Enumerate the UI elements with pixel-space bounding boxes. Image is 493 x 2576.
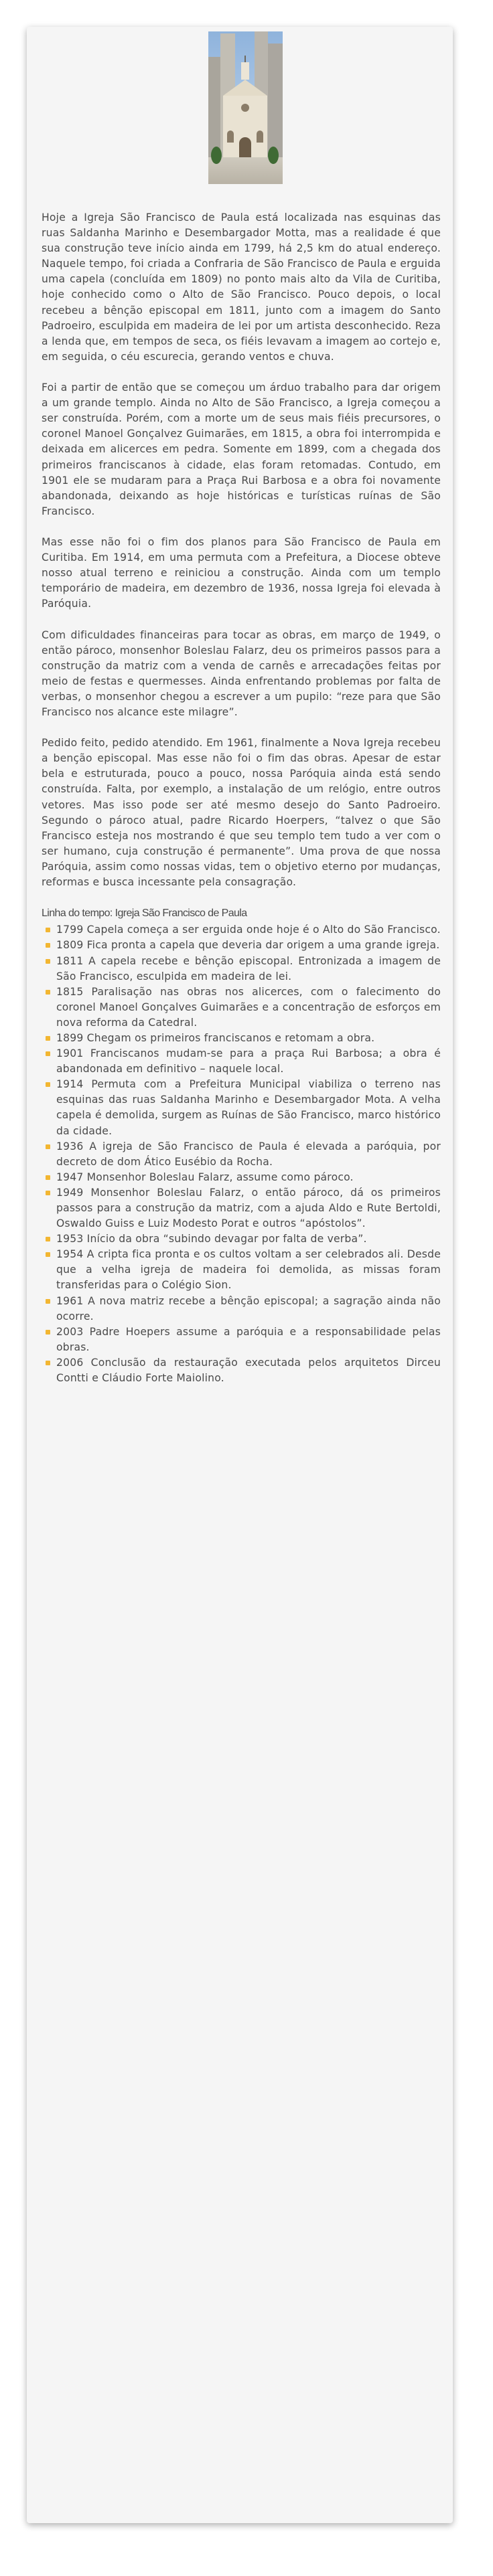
- church-window: [257, 131, 263, 143]
- timeline-item: 2006 Conclusão da restauração executada pelos arquitetos Dirceu Contti e Cláudio Forte Maiolino.: [42, 1355, 441, 1386]
- tree-icon: [211, 147, 222, 164]
- paragraph: Mas esse não foi o fim dos planos para São Francisco de Paula em Curitiba. Em 1914, em uma permuta com a Prefeitura, a Diocese obteve nosso atual terreno e reiniciou a construção. Ainda com um templo temporário de madeira, em dezembro de 1936, nossa Igreja foi elevada à Paróquia.: [42, 535, 441, 610]
- timeline-item: 2003 Padre Hoepers assume a paróquia e a responsabilidade pelas obras.: [42, 1324, 441, 1355]
- timeline-item: 1899 Chegam os primeiros franciscanos e retomam a obra.: [42, 1031, 441, 1046]
- timeline-item: 1809 Fica pronta a capela que deveria dar origem a uma grande igreja.: [42, 938, 441, 953]
- tree-icon: [268, 147, 279, 164]
- church-tower: [241, 62, 249, 80]
- timeline-item: 1914 Permuta com a Prefeitura Municipal viabiliza o terreno nas esquinas das ruas Saldanha Marinho e Desembargador Mota. A velha capela é demolida, surgem as Ruínas de São Francisco, marco histórico da cidade.: [42, 1077, 441, 1138]
- timeline-item: 1961 A nova matriz recebe a bênção episcopal; a sagração ainda não ocorre.: [42, 1294, 441, 1324]
- paragraph: Pedido feito, pedido atendido. Em 1961, finalmente a Nova Igreja recebeu a benção episcopal. Mas esse não foi o fim das obras. Apesar de estar bela e estruturada, pouco a pouco, nossa Paróquia ainda está sendo construída. Falta, por exemplo, a instalação de um relógio, entre outros vetores. Mas isso pode ser até mesmo desejo do Santo Padroeiro. Segundo o pároco atual, padre Ricardo Hoerpers, “talvez o que São Francisco esteja nos mostrando é que seu templo tem tudo a ver com o ser humano, cuja construção é permanente”. Uma prova de que nossa Paróquia, assim como nossas vidas, tem o objetivo eterno por mudanças, reformas e busca incessante pela consagração.: [42, 737, 441, 889]
- timeline-item: 1799 Capela começa a ser erguida onde hoje é o Alto do São Francisco.: [42, 922, 441, 938]
- timeline-list: [42, 922, 441, 1386]
- timeline-item: 1815 Paralisação nas obras nos alicerces, com o falecimento do coronel Manoel Gonçalves Guimarães e a concentração de esforços em nova reforma da Catedral.: [42, 984, 441, 1031]
- paragraph: Foi a partir de então que se começou um árduo trabalho para dar origem a um grande templo. Ainda no Alto de São Francisco, a Igreja começou a ser construída. Porém, com a morte um de seus mais fiéis precursores, o coronel Manoel Gonçalvez Guimarães, em 1815, a obra foi interrompida e deixada em alicerces em pedra. Somente em 1899, com a chegada dos primeiros franciscanos à cidade, elas foram retomadas. Contudo, em 1901 ele se mudaram para a Praça Rui Barbosa e a obra foi novamente abandonada, deixando as hoje históricas e turísticas ruínas de São Francisco.: [42, 381, 441, 517]
- church-window: [227, 131, 234, 143]
- timeline-title: Linha do tempo: Igreja São Francisco de Paula: [42, 908, 247, 920]
- timeline-item: 1936 A igreja de São Francisco de Paula é elevada a paróquia, por decreto de dom Ático Eusébio da Rocha.: [42, 1139, 441, 1170]
- content-panel: [27, 27, 453, 2523]
- paragraph: Hoje a Igreja São Francisco de Paula está localizada nas esquinas das ruas Saldanha Marinho e Desembargador Motta, mas a realidade é que sua construção teve início ainda em 1799, há 2,5 km do atual endereço. Naquele tempo, foi criada a Confraria de São Francisco de Paula e erguida uma capela (concluída em 1809) no ponto mais alto da Vila de Curitiba, hoje conhecido como o Alto de São Francisco. Pouco depois, o local recebeu a bênção episcopal em 1811, junto com a imagem do Santo Padroeiro, esculpida em madeira de lei por um artista desconhecido. Reza a lenda que, em tempos de seca, os fiéis levavam a imagem ao cortejo e, em seguida, o céu escurecia, gerando ventos e chuva.: [42, 211, 441, 363]
- article-body: [42, 210, 441, 1386]
- timeline-item: 1947 Monsenhor Boleslau Falarz, assume como pároco.: [42, 1170, 441, 1185]
- paragraph: Com dificuldades financeiras para tocar as obras, em março de 1949, o então pároco, monsenhor Boleslau Falarz, deu os primeiros passos para a construção da matriz com a venda de carnês e arrecadações feitas por meio de festas e quermesses. Ainda enfrentando problemas por falta de verbas, o monsenhor chegou a escrever a um pupilo: “reze para que São Francisco nos alcance este milagre”.: [42, 628, 441, 718]
- church-door: [239, 137, 251, 157]
- timeline-item: 1954 A cripta fica pronta e os cultos voltam a ser celebrados ali. Desde que a velha igreja de madeira foi demolida, as missas foram transferidas para o Colégio Sion.: [42, 1247, 441, 1293]
- timeline-item: 1949 Monsenhor Boleslau Falarz, o então pároco, dá os primeiros passos para a construção da matriz, com a ajuda Aldo e Rute Bertoldi, Oswaldo Guiss e Luiz Modesto Porat e outros “apóstolos”.: [42, 1185, 441, 1231]
- cross-icon: [244, 56, 246, 62]
- timeline-item: 1953 Início da obra “subindo devagar por falta de verba”.: [42, 1231, 441, 1247]
- church-photo-icon: [208, 31, 283, 184]
- timeline-item: 1901 Franciscanos mudam-se para a praça Rui Barbosa; a obra é abandonada em definitivo – naquele local.: [42, 1046, 441, 1077]
- church-roof: [223, 80, 267, 96]
- timeline-item: 1811 A capela recebe e bênção episcopal. Entronizada a imagem de São Francisco, esculpida em madeira de lei.: [42, 954, 441, 984]
- rose-window: [241, 104, 249, 112]
